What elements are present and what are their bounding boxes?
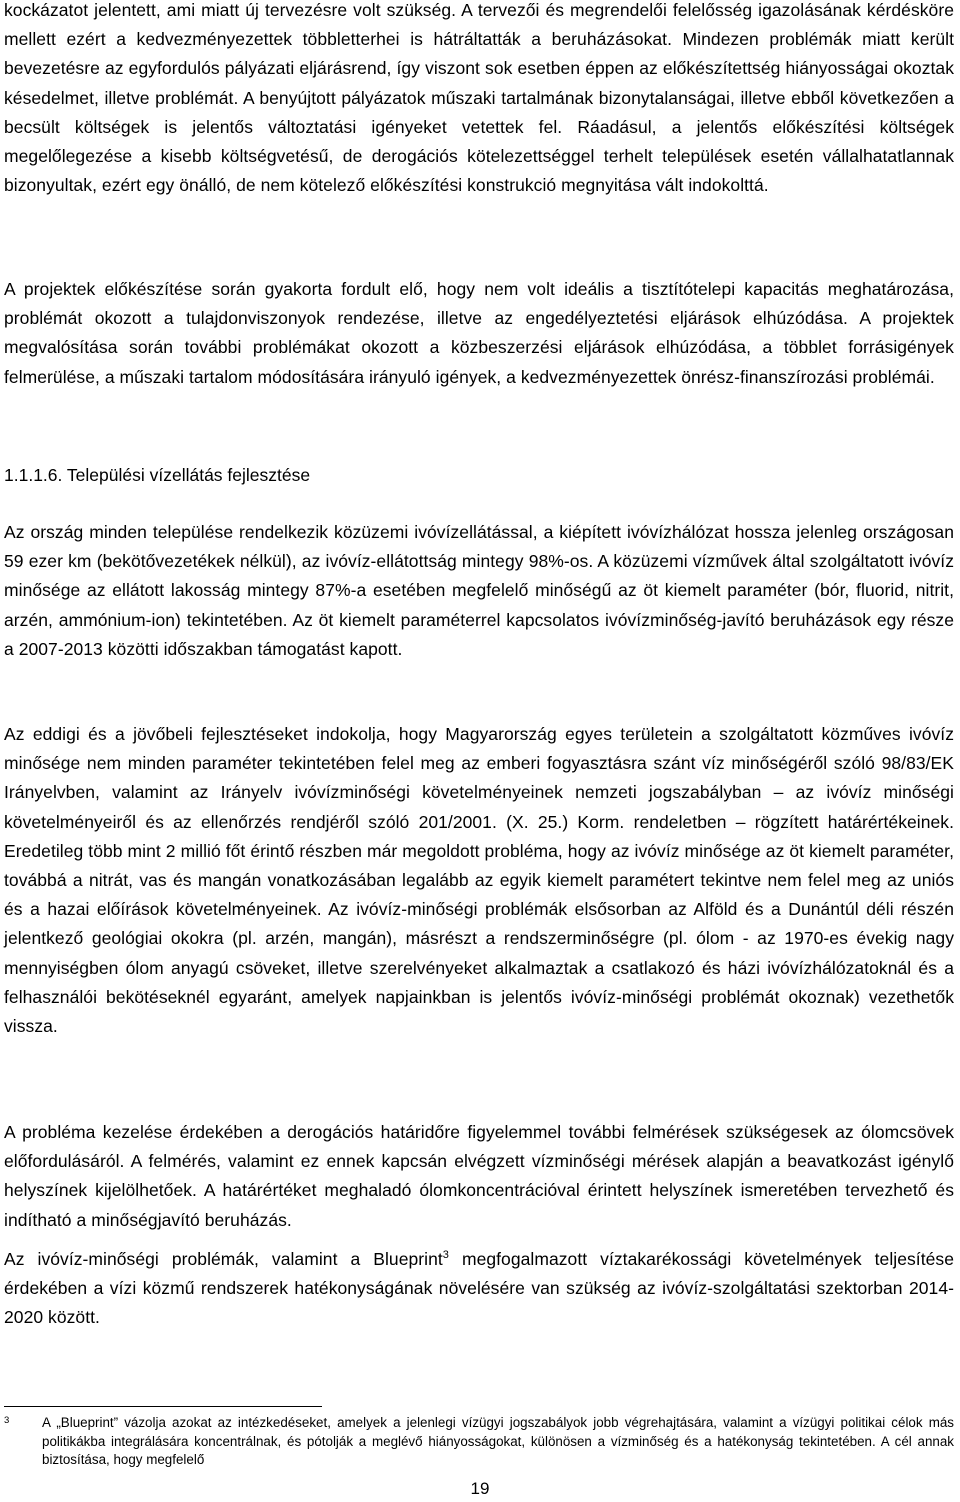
footnote-mark: 3 (4, 1415, 10, 1426)
paragraph-text-end: megfogalmazott víztakarékossági követelmények teljesítése érdekében a vízi közmű rendszerek hatékonyságának növelésére van szükség az ivóvíz-szolgáltatási szektorban 2014-2020 között. (4, 1249, 954, 1328)
paragraph-lead-pipe-survey: A probléma kezelése érdekében a derogációs határidőre figyelemmel további felmérések szükségesek az ólomcsövek előfordulásáról. A felmérés, valamint ez ennek kapcsán elvégzett vízminőségi mérések alapján a beavatkozást igénylő helyszínek kijelölhetőek. A határértéket meghaladó ólomkoncentrációval érintett helyszínek ismeretében tervezhető és indítható a minőségjavító beruházás. (4, 1122, 954, 1230)
footnote (4, 1414, 954, 1470)
paragraph-project-preparation-problems: kockázatot jelentett, ami miatt új tervezésre volt szükség. A tervezői és megrendelői felelősség igazolásának kérdésköre mellett ezért a kedvezményezettek többletterhei is hátráltatták a beruházásokat. Mindezen problémák miatt került bevezetésre az egyfordulós pályázati eljárásrend, így viszont sok esetben éppen az előkészítettség hiányosságai okoztak késedelmet, illetve problémát. A benyújtott pályázatok műszaki tartalmának bizonytalanságai, illetve ebből következően a becsült költségek is jelentős változtatási igényeket vetettek fel. Ráadásul, a jelentős előkészítési költségek megelőlegezése a kisebb költségvetésű, de derogációs kötelezettséggel terhelt települések esetén vállalhatatlannak bizonyultak, ezért egy önálló, de nem kötelező előkészítési konstrukció megnyitása vált indokolttá. (4, 0, 954, 196)
footnote-text: A „Blueprint” vázolja azokat az intézkedéseket, amelyek a jelenlegi vízügyi jogszabályok jobb végrehajtására, valamint a vízügyi politikai célok más politikákba integrálására koncentrálnak, és pótolják a meglévő hiányosságokat, különösen a vízminőség és a hatékonyság tekintetében. A cél annak biztosítása, hogy megfelelő (42, 1415, 954, 1467)
paragraph-project-implementation-problems: A projektek előkészítése során gyakorta fordult elő, hogy nem volt ideális a tisztítótelepi kapacitás meghatározása, problémát okozott a tulajdonviszonyok rendezése, illetve az engedélyeztetési eljárások elhúzódása. A projektek megvalósítása során további problémákat okozott a közbeszerzési eljárások elhúzódása, a többlet forrásigények felmerülése, a műszaki tartalom módosítására irányuló igények, a kedvezményezettek önrész-finanszírozási problémái. (4, 279, 954, 387)
paragraph-blueprint-requirements (4, 1245, 954, 1333)
footnote-divider (4, 1406, 322, 1407)
section-heading: 1.1.1.6. Települési vízellátás fejlesztése (4, 465, 311, 485)
footnote-reference: 3 (442, 1249, 449, 1262)
paragraph-water-quality-issues: Az eddigi és a jövőbeli fejlesztéseket indokolja, hogy Magyarország egyes területein a szolgáltatott közműves ivóvíz minősége nem minden paraméter tekintetében felel meg az emberi fogyasztásra szánt víz minőségéről szóló 98/83/EK Irányelvben, valamint az Irányelv ivóvízminőségi követelményeinek nemzeti jogszabályban – az ivóvíz minőségi követelményeiről és az ellenőrzés rendjéről szóló 201/2001. (X. 25.) Korm. rendeletben – rögzített határértékeinek. Eredetileg több mint 2 millió főt érintő részben már megoldott probléma, hogy az ivóvíz minősége az öt kiemelt paraméter, továbbá a nitrát, vas és mangán vonatkozásában legalább az egyik kiemelt paramétert tekintve nem felel meg az uniós és a hazai előírások követelményeinek. Az ivóvíz-minőségi problémák elsősorban az Alföld és a Dunántúl déli részén jelentkező geológiai okokra (pl. arzén, mangán), másrészt a rendszerminőségre (pl. ólom - az 1970-es évekig nagy mennyiségben ólom anyagú csöveket, illetve szerelvényeket alkalmaztak a csatlakozó és házi ivóvízhálózatoknál és a felhasználói bekötéseknél egyaránt, amelyek napjainkban is jelentős ivóvíz-minőségi problémát okoznak) vezethetők vissza. (4, 724, 954, 1037)
paragraph-water-supply-status: Az ország minden települése rendelkezik közüzemi ivóvízellátással, a kiépített ivóvízhálózat hossza jelenleg országosan 59 ezer km (bekötővezetékek nélkül), az ivóvíz-ellátottság mintegy 98%-os. A közüzemi vízművek által szolgáltatott ivóvíz minősége az ellátott lakosság mintegy 87%-a esetében megfelelő minőségű az öt kiemelt paraméter (bór, fluorid, nitrit, arzén, ammónium-ion) tekintetében. Az öt kiemelt paraméterrel kapcsolatos ivóvízminőség-javító beruházások egy része a 2007-2013 közötti időszakban támogatást kapott. (4, 522, 954, 659)
paragraph-text-start: Az ivóvíz-minőségi problémák, valamint a Blueprint (4, 1249, 443, 1269)
page-number: 19 (470, 1479, 490, 1498)
